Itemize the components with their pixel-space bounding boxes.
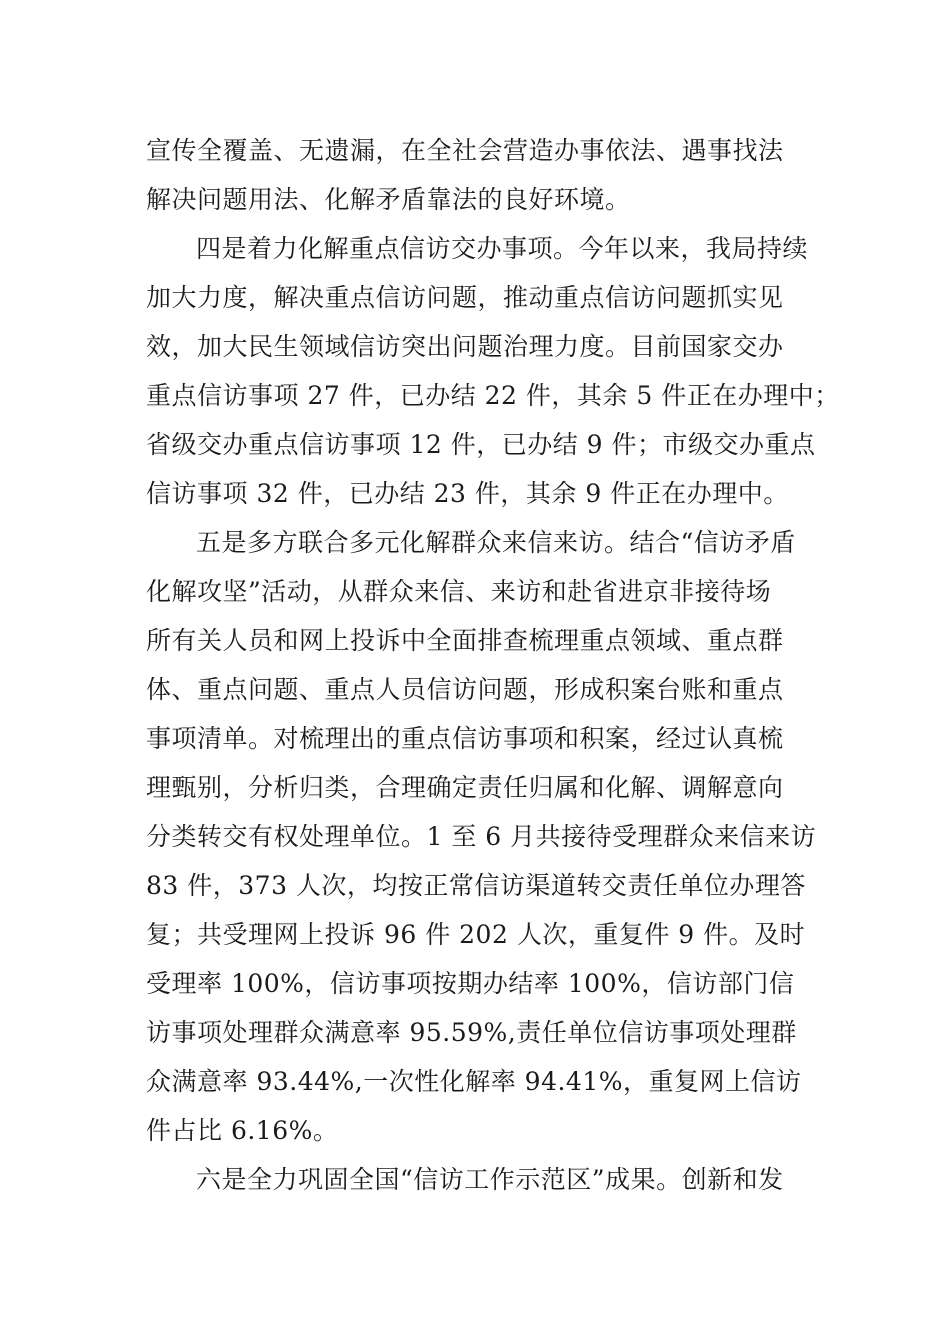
text-line: 加大力度，解决重点信访问题，推动重点信访问题抓实见 xyxy=(146,283,784,312)
paragraph-item-4 xyxy=(146,224,840,518)
text-line: 理甄别，分析归类，合理确定责任归属和化解、调解意向 xyxy=(146,773,784,802)
text-line: 五是多方联合多元化解群众来信来访。结合“信访矛盾 xyxy=(196,528,796,557)
text-line: 宣传全覆盖、无遗漏，在全社会营造办事依法、遇事找法 xyxy=(146,136,784,165)
text-line: 众满意率 93.44%,一次性化解率 94.41%，重复网上信访 xyxy=(146,1067,802,1096)
text-line: 分类转交有权处理单位。1 至 6 月共接待受理群众来信来访 xyxy=(146,822,817,851)
text-line: 四是着力化解重点信访交办事项。今年以来，我局持续 xyxy=(196,234,809,263)
document-body xyxy=(146,126,840,1204)
text-line: 访事项处理群众满意率 95.59%,责任单位信访事项处理群 xyxy=(146,1018,797,1047)
text-line: 解决问题用法、化解矛盾靠法的良好环境。 xyxy=(146,185,631,214)
paragraph-item-5 xyxy=(146,518,826,1155)
text-line: 体、重点问题、重点人员信访问题，形成积案台账和重点 xyxy=(146,675,784,704)
text-line: 效，加大民生领域信访突出问题治理力度。目前国家交办 xyxy=(146,332,784,361)
text-line: 件占比 6.16%。 xyxy=(146,1116,339,1145)
text-line: 信访事项 32 件，已办结 23 件，其余 9 件正在办理中。 xyxy=(146,479,789,508)
text-line: 化解攻坚”活动，从群众来信、来访和赴省进京非接待场 xyxy=(146,577,772,606)
paragraph-continuation xyxy=(146,126,826,224)
text-line: 受理率 100%，信访事项按期办结率 100%，信访部门信 xyxy=(146,969,795,998)
text-line: 事项清单。对梳理出的重点信访事项和积案，经过认真梳 xyxy=(146,724,784,753)
text-line: 省级交办重点信访事项 12 件，已办结 9 件；市级交办重点 xyxy=(146,430,816,459)
text-line: 复；共受理网上投诉 96 件 202 人次，重复件 9 件。及时 xyxy=(146,920,806,949)
paragraph-item-6 xyxy=(146,1155,826,1204)
text-line: 所有关人员和网上投诉中全面排查梳理重点领域、重点群 xyxy=(146,626,784,655)
text-line: 重点信访事项 27 件，已办结 22 件，其余 5 件正在办理中； xyxy=(146,381,840,410)
text-line: 83 件，373 人次，均按正常信访渠道转交责任单位办理答 xyxy=(146,871,806,900)
text-line: 六是全力巩固全国“信访工作示范区”成果。创新和发 xyxy=(196,1165,784,1194)
